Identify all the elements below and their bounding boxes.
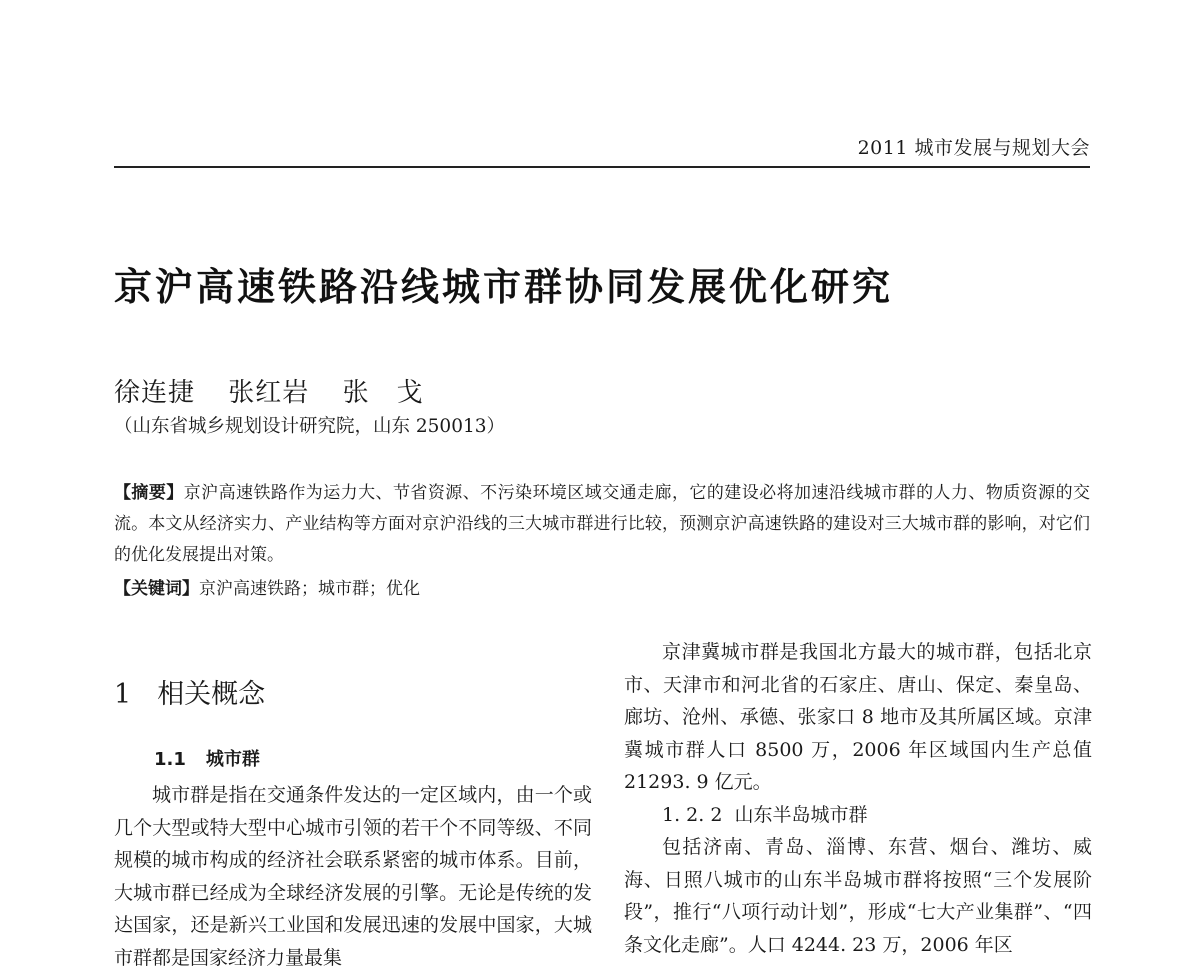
subsection-heading <box>154 745 592 775</box>
abstract <box>114 478 1090 571</box>
section-title: 相关概念 <box>157 679 266 710</box>
right-column <box>624 636 1092 961</box>
author-list <box>114 372 448 409</box>
subsubsection-title: 山东半岛城市群 <box>734 803 868 826</box>
body-paragraph: 京津冀城市群是我国北方最大的城市群，包括北京市、天津市和河北省的石家庄、唐山、保定、秦皇岛、廊坊、沧州、承德、张家口 8 地市及其所属区域。京津冀城市群人口 8500 万，2006 年区域国内生产总值 21293. 9 亿元。 <box>624 641 1092 793</box>
author-name: 张 戈 <box>342 378 424 408</box>
subsubsection-heading <box>662 799 1092 832</box>
left-column <box>114 668 592 974</box>
body-paragraph: 城市群是指在交通条件发达的一定区域内，由一个或几个大型或特大型中心城市引领的若干个不同等级、不同规模的城市构成的经济社会联系紧密的城市体系。目前，大城市群已经成为全球经济发展的引擎。无论是传统的发达国家，还是新兴工业国和发展迅速的发展中国家，大城市群都是国家经济力量最集 <box>114 784 592 969</box>
subsection-number: 1.1 <box>154 749 186 770</box>
author-name: 张红岩 <box>228 378 310 408</box>
section-heading <box>114 672 592 711</box>
body-paragraph: 包括济南、青岛、淄博、东营、烟台、潍坊、威海、日照八城市的山东半岛城市群将按照“三个发展阶段”，推行“八项行动计划”，形成“七大产业集群”、“四条文化走廊”。人口 4244. 23 万，2006 年区 <box>624 836 1092 956</box>
keywords-text: 京沪高速铁路；城市群；优化 <box>199 579 420 599</box>
header-rule <box>114 166 1090 168</box>
keywords-label: 【关键词】 <box>114 579 199 599</box>
conference-header: 2011 城市发展与规划大会 <box>857 137 1090 159</box>
subsubsection-number: 1. 2. 2 <box>662 803 723 826</box>
subsection-title: 城市群 <box>205 749 260 770</box>
section-number: 1 <box>114 679 132 710</box>
abstract-text: 京沪高速铁路作为运力大、节省资源、不污染环境区域交通走廊，它的建设必将加速沿线城市群的人力、物质资源的交流。本文从经济实力、产业结构等方面对京沪沿线的三大城市群进行比较，预测京沪高速铁路的建设对三大城市群的影响，对它们的优化发展提出对策。 <box>114 483 1091 565</box>
keywords <box>114 574 420 599</box>
author-name: 徐连捷 <box>114 378 196 408</box>
affiliation: （山东省城乡规划设计研究院，山东 250013） <box>114 416 506 437</box>
paper-title: 京沪高速铁路沿线城市群协同发展优化研究 <box>114 265 894 309</box>
abstract-label: 【摘要】 <box>114 483 184 503</box>
